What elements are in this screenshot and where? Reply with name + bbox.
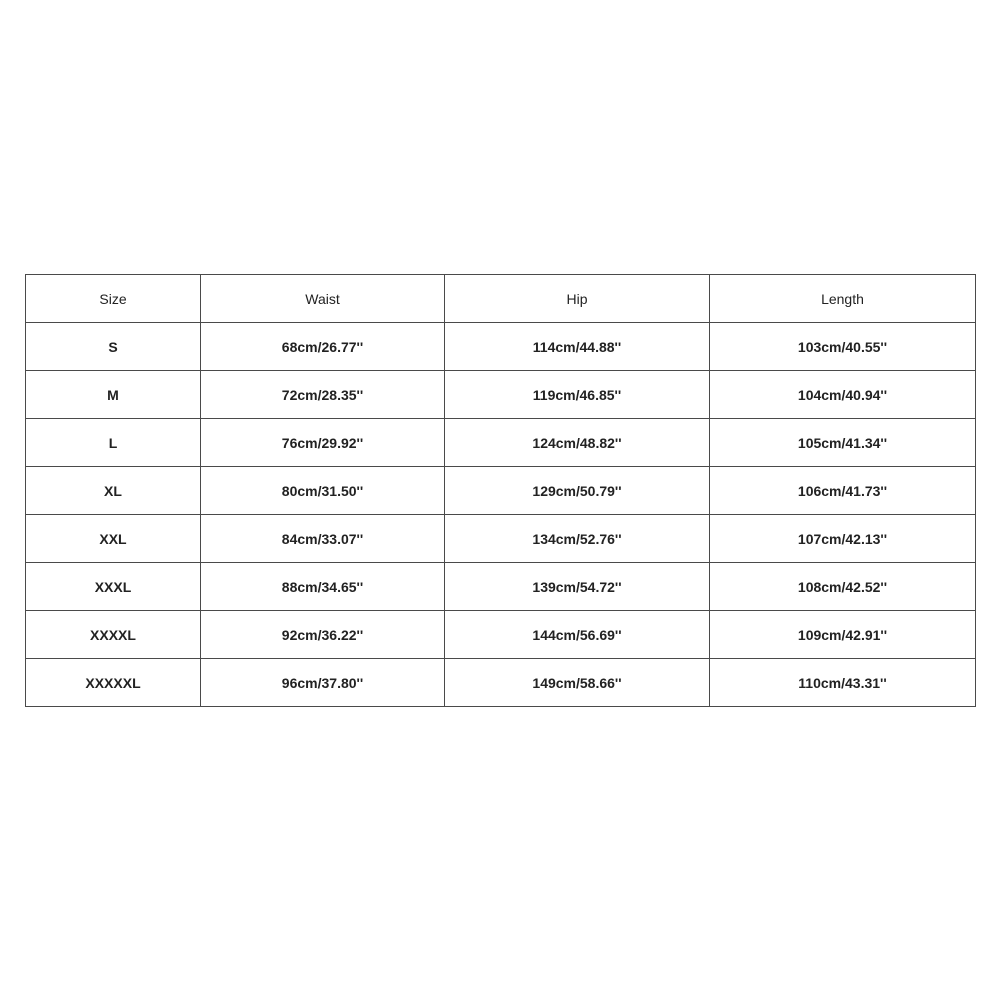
table-header-row	[26, 275, 976, 323]
header-size: Size	[26, 275, 201, 323]
cell-waist: 84cm/33.07''	[201, 515, 445, 563]
cell-length: 103cm/40.55''	[710, 323, 976, 371]
size-chart-table	[25, 274, 976, 707]
cell-hip: 119cm/46.85''	[445, 371, 710, 419]
cell-size: XL	[26, 467, 201, 515]
cell-size: S	[26, 323, 201, 371]
cell-hip: 124cm/48.82''	[445, 419, 710, 467]
cell-length: 110cm/43.31''	[710, 659, 976, 707]
cell-size: XXXXL	[26, 611, 201, 659]
cell-hip: 129cm/50.79''	[445, 467, 710, 515]
cell-size: XXXXXL	[26, 659, 201, 707]
cell-waist: 80cm/31.50''	[201, 467, 445, 515]
cell-waist: 96cm/37.80''	[201, 659, 445, 707]
header-waist: Waist	[201, 275, 445, 323]
cell-waist: 76cm/29.92''	[201, 419, 445, 467]
cell-size: XXXL	[26, 563, 201, 611]
cell-length: 108cm/42.52''	[710, 563, 976, 611]
header-hip: Hip	[445, 275, 710, 323]
cell-waist: 92cm/36.22''	[201, 611, 445, 659]
table-row	[26, 371, 976, 419]
table-row	[26, 563, 976, 611]
cell-length: 107cm/42.13''	[710, 515, 976, 563]
cell-size: XXL	[26, 515, 201, 563]
table-row	[26, 611, 976, 659]
cell-length: 109cm/42.91''	[710, 611, 976, 659]
cell-size: M	[26, 371, 201, 419]
cell-length: 106cm/41.73''	[710, 467, 976, 515]
cell-waist: 72cm/28.35''	[201, 371, 445, 419]
table-row	[26, 467, 976, 515]
table-row	[26, 515, 976, 563]
cell-size: L	[26, 419, 201, 467]
header-length: Length	[710, 275, 976, 323]
cell-hip: 134cm/52.76''	[445, 515, 710, 563]
cell-hip: 149cm/58.66''	[445, 659, 710, 707]
table-row	[26, 659, 976, 707]
cell-waist: 68cm/26.77''	[201, 323, 445, 371]
cell-hip: 139cm/54.72''	[445, 563, 710, 611]
cell-hip: 144cm/56.69''	[445, 611, 710, 659]
cell-length: 104cm/40.94''	[710, 371, 976, 419]
table-row	[26, 323, 976, 371]
cell-hip: 114cm/44.88''	[445, 323, 710, 371]
cell-waist: 88cm/34.65''	[201, 563, 445, 611]
table-row	[26, 419, 976, 467]
cell-length: 105cm/41.34''	[710, 419, 976, 467]
